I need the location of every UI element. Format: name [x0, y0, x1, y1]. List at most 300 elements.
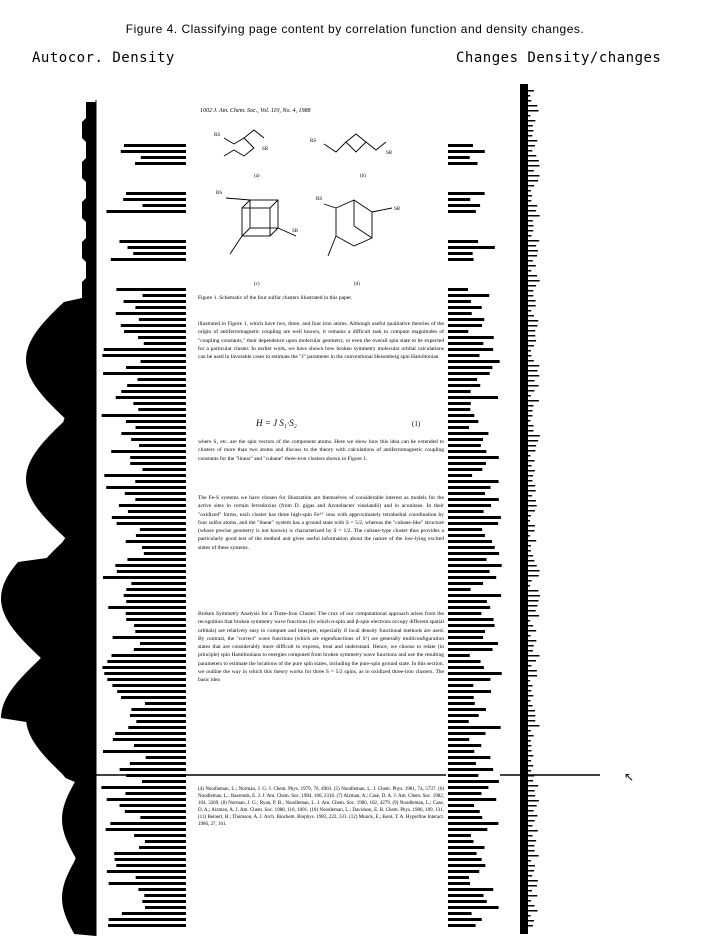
density-change-tick [528, 325, 537, 327]
density-change-tick [528, 515, 531, 517]
density-change-tick [528, 360, 534, 362]
density-change-tick [528, 675, 537, 677]
change-bar [448, 618, 494, 621]
density-bar [124, 144, 186, 147]
references: (4) Noodleman, L.; Norman, J. G. J. Chem. Phys. 1979, 70, 4903. (5) Noodleman, L. J. Chem. Phys. 1981, 74, 5737. (6) Noodleman, L.; Baerends, E. J. J. Am. Chem. Soc. 1984, 106, 2316. (7) Aizman, A.; Case, D. A. J. Am. Chem. Soc. 1982, 104, 3269. (8) Norman, J. G.; Ryan, P. B.; Noodleman, L. J. Am. Chem. Soc. 1980, 102, 4279. (9) Noodleman, L.; Case, D. A.; Aizman, A. J. Am. Chem. Soc. 1988, 110, 1001. (10) Noodleman, L.; Davidson, E. R. Chem. Phys. 1986, 109, 131. (11) Beinert, H.; Thomson, A. J. Arch. Biochem. Biophys. 1983, 222, 333. (12) Munck, E.; Kent, T. A. Hyperfine Interact. 1986, 27, 161. [198, 787, 444, 827]
density-bar [142, 900, 186, 903]
change-bar [448, 798, 496, 801]
density-change-tick [528, 190, 531, 192]
change-bar [448, 408, 470, 411]
change-bar [448, 480, 499, 483]
change-bar [448, 162, 478, 165]
change-bar [448, 366, 492, 369]
density-bar [106, 828, 186, 831]
density-bar [144, 552, 186, 555]
density-change-tick [528, 870, 534, 872]
density-change-tick [528, 395, 531, 397]
density-bar [115, 564, 186, 567]
density-change-tick [528, 540, 536, 542]
density-change-tick [528, 895, 537, 897]
density-change-tick [528, 140, 537, 142]
density-change-tick [528, 170, 534, 172]
density-bar [136, 534, 186, 537]
density-bar [124, 330, 186, 333]
density-bar [134, 624, 186, 627]
density-bar [130, 714, 186, 717]
density-bar [114, 852, 186, 855]
density-change-tick [528, 265, 536, 267]
change-bar [448, 732, 485, 735]
equation: H = J S₁·S₂ [256, 418, 297, 428]
density-bar [115, 858, 186, 861]
change-bar [448, 912, 472, 915]
density-change-tick [528, 705, 533, 707]
change-bar [448, 630, 485, 633]
density-bar [138, 336, 186, 339]
density-change-tick [528, 210, 536, 212]
density-change-tick [528, 830, 538, 832]
density-bar [117, 570, 186, 573]
change-bar [448, 534, 485, 537]
density-bar [126, 192, 186, 195]
density-bar [134, 648, 186, 651]
density-change-tick [528, 270, 531, 272]
change-bar [448, 354, 479, 357]
density-change-tick [528, 440, 538, 442]
density-change-tick [528, 525, 535, 527]
change-bar [448, 360, 500, 363]
density-bar [112, 654, 186, 657]
density-change-tick [528, 680, 530, 682]
density-bar [140, 528, 186, 531]
change-bar [448, 558, 487, 561]
density-change-tick [528, 745, 531, 747]
change-bar [448, 528, 482, 531]
density-change-tick [528, 180, 538, 182]
density-change-tick [528, 275, 537, 277]
density-bar [125, 492, 186, 495]
change-bar [448, 672, 502, 675]
density-change-tick [528, 725, 539, 727]
molecule-figures [196, 120, 446, 290]
density-bar [112, 516, 186, 519]
change-bar [448, 444, 481, 447]
density-bar [138, 408, 186, 411]
density-change-tick [528, 150, 532, 152]
density-bar [139, 318, 186, 321]
density-bar [109, 882, 186, 885]
density-change-tick [528, 315, 534, 317]
density-change-tick [528, 670, 537, 672]
density-bar [127, 384, 186, 387]
density-bar [141, 156, 186, 159]
change-bar [448, 780, 499, 783]
density-change-tick [528, 335, 535, 337]
change-bar [448, 852, 477, 855]
change-bar [448, 642, 498, 645]
change-bar [448, 870, 479, 873]
density-change-tick [528, 900, 531, 902]
mouse-cursor-icon: ↖ [624, 770, 635, 784]
density-change-tick [528, 565, 537, 567]
density-change-tick [528, 410, 532, 412]
density-change-tick [528, 145, 535, 147]
change-bar [448, 756, 490, 759]
density-change-tick [528, 260, 533, 262]
density-bar [113, 636, 186, 639]
density-change-tick [528, 355, 531, 357]
change-bar [448, 258, 474, 261]
change-bar [448, 810, 480, 813]
density-change-tick [528, 280, 540, 282]
change-bar [448, 882, 470, 885]
density-change-tick [528, 485, 535, 487]
density-change-tick [528, 535, 530, 537]
density-change-tick [528, 910, 538, 912]
change-bar [448, 306, 482, 309]
change-bar [448, 588, 471, 591]
change-bar [448, 822, 498, 825]
density-change-tick [528, 685, 532, 687]
density-bar [137, 378, 186, 381]
density-change-tick [528, 245, 536, 247]
density-change-tick [528, 445, 536, 447]
density-change-tick [528, 600, 538, 602]
density-bar [122, 912, 186, 915]
density-bar [117, 522, 186, 525]
change-bar [448, 318, 484, 321]
change-bar [448, 804, 474, 807]
density-change-tick [528, 520, 530, 522]
autocorrelation-curve [1, 102, 96, 936]
density-change-tick [528, 740, 531, 742]
molecule-label-c: (c) [254, 282, 260, 287]
density-change-tick [528, 95, 530, 97]
density-bar [135, 306, 186, 309]
density-bar [130, 762, 186, 765]
paragraph-3: The Fe-S systems we have chosen for illustration are themselves of considerable interest as models for the active sites in certain ferredoxins (from D. gigas and Azotobacter vinelandii) and in aconitase. In their "oxidized" forms, each cluster has three high-spin Fe³⁺ ions with approximately tetrahedral coordination by four sulfur atoms, and the "linear" system has a ground state with S = 5/2, whereas the "cubane-like" structure (whose precise geometry is not known) is characterized by S = 1/2. The cubane-type cluster thus provides a particularly good test of the method and gives useful information about the nature of the low-lying excited states of these systems. [198, 495, 444, 551]
density-change-tick [528, 905, 535, 907]
density-bar [121, 432, 186, 435]
change-bar [448, 768, 493, 771]
autocorrelation-density-label: Autocor. Density [32, 50, 175, 66]
change-bar [448, 144, 473, 147]
density-bar [121, 390, 186, 393]
changes-density-label: Changes Density/changes [456, 50, 662, 66]
change-bar [448, 294, 489, 297]
change-bar [448, 324, 482, 327]
density-change-tick [528, 290, 533, 292]
density-change-tick [528, 845, 534, 847]
change-bar [448, 552, 499, 555]
change-bar [448, 474, 472, 477]
density-bar [135, 630, 186, 633]
change-bar [448, 396, 498, 399]
change-bar [448, 918, 482, 921]
density-change-tick [528, 610, 536, 612]
density-bar [104, 348, 186, 351]
change-bar [448, 192, 485, 195]
figure-caption: Figure 1. Schematic of the four sulfur clusters illustrated in this paper. [198, 295, 353, 301]
density-bar [126, 600, 186, 603]
paragraph-2: where S₁ etc. are the spin vectors of the component atoms. Here we show how this idea can be extended to clusters of more than two atoms and discuss to the theory with calculations of antiferromagnetic coupling constants for the "linear" and "cubane" three-iron clusters shown in Figure 1. [198, 439, 444, 462]
density-bar [145, 906, 186, 909]
density-change-tick [528, 825, 533, 827]
density-change-tick [528, 855, 539, 857]
density-change-tick [528, 770, 531, 772]
change-bar [448, 456, 499, 459]
density-change-tick [528, 560, 534, 562]
change-bar [448, 792, 481, 795]
change-bar [448, 600, 487, 603]
density-change-tick [528, 195, 532, 197]
density-bar [135, 162, 186, 165]
density-change-tick [528, 135, 532, 137]
change-bar [448, 840, 474, 843]
density-bar [138, 888, 186, 891]
svg-text:SR: SR [262, 147, 269, 152]
density-change-tick [528, 795, 535, 797]
density-change-tick [528, 220, 533, 222]
change-bars-right [448, 144, 502, 927]
change-bar [448, 864, 485, 867]
density-change-tick [528, 700, 531, 702]
density-change-tick [528, 200, 531, 202]
density-change-tick [528, 390, 534, 392]
density-bar [142, 204, 186, 207]
density-change-tick [528, 550, 531, 552]
density-change-tick [528, 580, 532, 582]
change-bar [448, 522, 498, 525]
change-bar [448, 894, 484, 897]
change-bar [448, 564, 502, 567]
density-change-tick [528, 545, 531, 547]
change-bar [448, 624, 495, 627]
density-change-tick [528, 865, 535, 867]
density-change-tick [528, 115, 530, 117]
density-change-tick [528, 730, 531, 732]
molecule-label-d: (d) [354, 282, 360, 287]
density-change-tick [528, 505, 537, 507]
density-bar [126, 588, 186, 591]
change-bar [448, 432, 488, 435]
density-bar [116, 396, 186, 399]
density-change-tick [528, 330, 535, 332]
document-page [196, 102, 446, 932]
change-bar [448, 750, 474, 753]
change-bar [448, 210, 476, 213]
density-bar [140, 642, 186, 645]
density-change-tick [528, 595, 540, 597]
density-change-tick [528, 810, 534, 812]
density-bar [111, 450, 186, 453]
density-bar [107, 798, 186, 801]
change-bar [448, 846, 484, 849]
density-change-tick [528, 300, 536, 302]
change-bar [448, 594, 501, 597]
figure-title: Figure 4. Classifying page content by correlation function and density changes. [125, 22, 585, 36]
change-bar [448, 738, 469, 741]
density-bar [116, 288, 186, 291]
density-change-tick [528, 160, 539, 162]
change-bar [448, 576, 496, 579]
paragraph-4: Broken Symmetry Analysis for a Three-Iron Cluster. The crux of our computational approach arises from the recognition that broken symmetry wave functions (in which α-spin and β-spin electrons occupy different spatial orbitals) are relatively easy to compute and interpret, especially if local density functional methods are used. By contrast, the "correct" wave functions (which are eigenfunctions of S²) are generally multiconfiguration states that are considerably more difficult to express, treat and understand. Hence, we choose to relate (in principle) spin Hamiltonians to energies computed from broken symmetry wave functions and use the resulting parameters to estimate the locations of the pure spin states, including the pure-spin ground state. In this section, we outline the way in which this theory works for three S = 5/2 spins, as in oxidized three-iron clusters. The basic idea [198, 611, 444, 684]
density-change-tick [528, 660, 536, 662]
svg-text:SR: SR [386, 151, 393, 156]
change-bar [448, 156, 470, 159]
molecule-label-b: (b) [360, 174, 366, 179]
density-change-tick [528, 625, 533, 627]
change-bar [448, 312, 472, 315]
svg-text:RS: RS [316, 197, 323, 202]
change-bar [448, 762, 476, 765]
density-change-tick [528, 365, 539, 367]
density-change-tick [528, 480, 532, 482]
density-change-tick [528, 250, 538, 252]
density-bar [108, 606, 186, 609]
density-change-tick [528, 915, 531, 917]
density-bar [146, 756, 186, 759]
change-bar [448, 726, 501, 729]
density-change-tick [528, 455, 531, 457]
density-change-tick [528, 370, 538, 372]
density-bar [133, 252, 186, 255]
change-bar [448, 612, 481, 615]
density-bar [119, 240, 186, 243]
change-bar [448, 786, 488, 789]
density-bar [128, 726, 186, 729]
density-bar [145, 702, 186, 705]
paragraph-1: illustrated in Figure 1, which have two, three, and four iron atoms. Although useful qualitative theories of the origin of antiferromagnetic coupling are well known, it remains a difficult task to compute magnitudes of "coupling constants," their dependence upon molecular geometry, or even the overall spin state to be expected for a particular cluster. In earlier work, we have shown how broken symmetry molecular orbital calculations can be used in favorable cases to estimate the "J" parameter in the conventional Heisenberg spin Hamiltonian [198, 321, 444, 361]
density-change-tick [528, 230, 533, 232]
molecule-label-a: (a) [254, 174, 260, 179]
density-change-tick [528, 780, 533, 782]
change-bar [448, 858, 482, 861]
density-change-tick [528, 860, 531, 862]
change-bar [448, 462, 486, 465]
change-bar [448, 924, 476, 927]
change-bar [448, 330, 468, 333]
change-bar [448, 426, 469, 429]
density-bar [126, 540, 186, 543]
density-change-tick [528, 175, 539, 177]
density-change-tick [528, 340, 536, 342]
density-change-tick [528, 375, 539, 377]
density-change-tick [528, 310, 531, 312]
density-change-tick [528, 850, 535, 852]
autocorrelation-profile [1, 100, 96, 936]
change-bar [448, 906, 499, 909]
density-bar [110, 822, 186, 825]
density-bar [102, 354, 186, 357]
density-bar [133, 402, 186, 405]
svg-text:SR: SR [292, 229, 299, 234]
density-change-tick [528, 635, 531, 637]
density-change-tick [528, 345, 534, 347]
density-bar [108, 924, 186, 927]
density-change-tick [528, 530, 535, 532]
change-bar [448, 834, 471, 837]
density-change-tick [528, 590, 538, 592]
change-bar [448, 606, 490, 609]
density-change-tick [528, 585, 530, 587]
density-bar [126, 366, 186, 369]
density-change-tick [528, 435, 540, 437]
density-bar [121, 696, 186, 699]
change-bar [448, 372, 490, 375]
density-change-tick [528, 920, 534, 922]
change-bar [448, 498, 499, 501]
density-bar [131, 438, 186, 441]
density-change-tick [528, 105, 537, 107]
change-bar [448, 348, 493, 351]
density-bar [143, 294, 186, 297]
density-bar [136, 426, 186, 429]
density-change-tick [528, 785, 538, 787]
density-change-tick [528, 710, 535, 712]
change-bar [448, 636, 483, 639]
change-bar [448, 696, 474, 699]
density-bar [127, 558, 186, 561]
density-change-tick [528, 125, 533, 127]
density-change-tick [528, 750, 531, 752]
changes-column [520, 84, 528, 934]
density-bar [111, 258, 186, 261]
density-change-tick [528, 755, 533, 757]
density-change-tick [528, 240, 539, 242]
density-change-tick [528, 605, 538, 607]
density-change-tick [528, 155, 536, 157]
density-change-tick [528, 890, 532, 892]
density-change-tick [528, 400, 539, 402]
density-bar [144, 894, 186, 897]
density-change-tick [528, 380, 534, 382]
density-bar [109, 918, 186, 921]
density-change-tick [528, 715, 535, 717]
change-bar [448, 504, 491, 507]
change-bar [448, 648, 493, 651]
change-bar [448, 300, 471, 303]
density-bar [103, 372, 186, 375]
density-change-tick [528, 510, 535, 512]
density-change-tick [528, 465, 532, 467]
density-change-tick [528, 880, 538, 882]
change-bar [448, 198, 470, 201]
density-bar [125, 810, 186, 813]
density-bars-left [101, 144, 186, 927]
density-bar [106, 486, 186, 489]
density-change-tick [528, 100, 531, 102]
change-bar [448, 420, 478, 423]
change-bar [448, 510, 484, 513]
change-bar [448, 378, 477, 381]
density-change-tick [528, 490, 536, 492]
change-bar [448, 888, 493, 891]
density-bar [135, 498, 186, 501]
density-bar [123, 198, 186, 201]
change-bar [448, 468, 482, 471]
svg-text:SR: SR [394, 207, 401, 212]
change-bar [448, 828, 487, 831]
density-bar [115, 732, 186, 735]
change-bar [448, 492, 485, 495]
change-bar [448, 570, 490, 573]
density-bar [124, 594, 186, 597]
density-change-tick [528, 495, 532, 497]
density-bar [107, 678, 186, 681]
density-bar [134, 834, 186, 837]
density-bar [102, 666, 186, 669]
